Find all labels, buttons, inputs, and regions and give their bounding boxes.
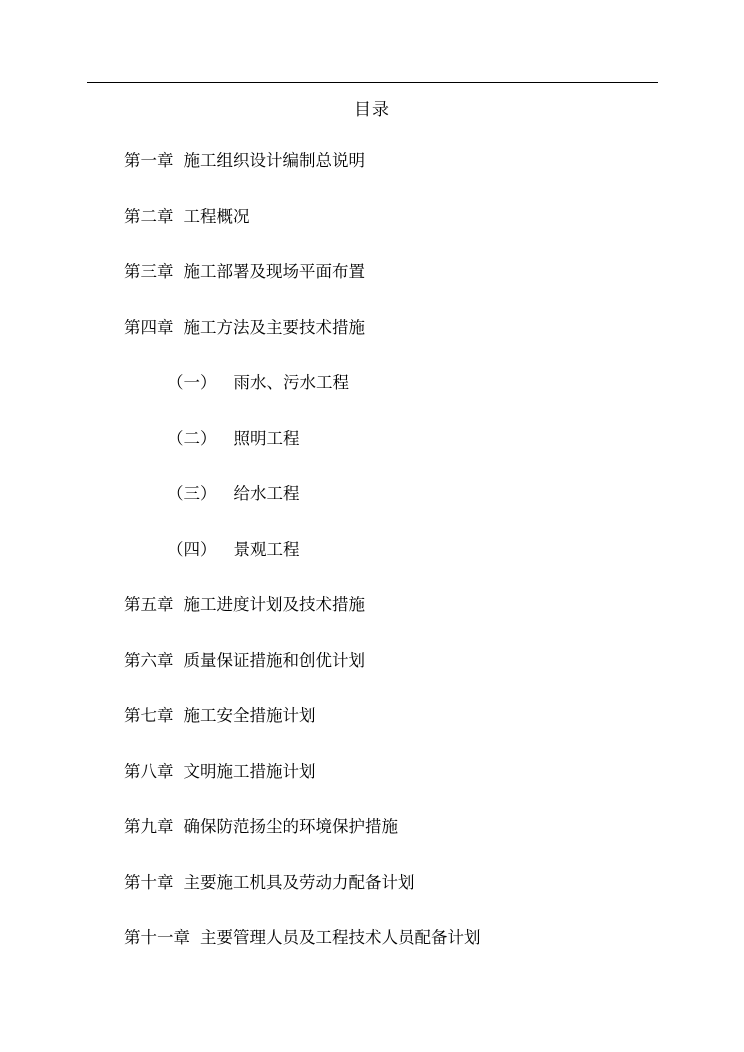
toc-entry-chapter-1[interactable] (124, 148, 365, 174)
toc-entry-number: 第九章 (124, 817, 174, 836)
toc-entry-title: 施工安全措施计划 (183, 706, 316, 725)
toc-entry-title: 照明工程 (233, 429, 300, 448)
toc-entry-chapter-10[interactable] (124, 870, 415, 896)
toc-entry-number: 第十章 (124, 873, 174, 892)
toc-entry-number: 第一章 (124, 151, 174, 170)
toc-entry-title: 雨水、污水工程 (233, 373, 349, 392)
toc-entry-number: 第五章 (124, 595, 174, 614)
toc-entry-number: （二） (167, 429, 217, 448)
toc-entry-number: 第十一章 (124, 928, 190, 947)
header-rule (87, 82, 658, 83)
toc-entry-section-4-1[interactable] (167, 370, 349, 396)
toc-entry-section-4-2[interactable] (167, 426, 300, 452)
toc-entry-chapter-11[interactable] (124, 925, 481, 951)
toc-entry-title: 工程概况 (183, 207, 250, 226)
toc-entry-number: 第三章 (124, 262, 174, 281)
toc-entry-title: 质量保证措施和创优计划 (183, 651, 365, 670)
toc-entry-title: 施工进度计划及技术措施 (183, 595, 365, 614)
toc-entry-title: 确保防范扬尘的环境保护措施 (183, 817, 398, 836)
toc-entry-chapter-3[interactable] (124, 259, 365, 285)
toc-entry-chapter-5[interactable] (124, 592, 365, 618)
toc-entry-number: （三） (167, 484, 217, 503)
toc-entry-chapter-4[interactable] (124, 315, 365, 341)
page-title: 目录 (354, 100, 390, 120)
toc-entry-chapter-2[interactable] (124, 204, 250, 230)
toc-entry-number: （四） (167, 540, 217, 559)
toc-entry-section-4-4[interactable] (167, 537, 300, 563)
toc-entry-section-4-3[interactable] (167, 481, 300, 507)
toc-entry-title: 主要管理人员及工程技术人员配备计划 (200, 928, 481, 947)
toc-entry-number: 第八章 (124, 762, 174, 781)
toc-entry-number: 第二章 (124, 207, 174, 226)
toc-entry-chapter-7[interactable] (124, 703, 316, 729)
toc-entry-number: 第六章 (124, 651, 174, 670)
toc-entry-title: 施工部署及现场平面布置 (183, 262, 365, 281)
toc-entry-chapter-9[interactable] (124, 814, 398, 840)
toc-entry-chapter-6[interactable] (124, 648, 365, 674)
toc-entry-title: 文明施工措施计划 (183, 762, 316, 781)
toc-entry-title: 给水工程 (233, 484, 300, 503)
toc-entry-chapter-8[interactable] (124, 759, 316, 785)
toc-entry-number: （一） (167, 373, 217, 392)
toc-entry-title: 施工方法及主要技术措施 (183, 318, 365, 337)
toc-entry-title: 景观工程 (233, 540, 300, 559)
toc-entry-title: 主要施工机具及劳动力配备计划 (183, 873, 415, 892)
toc-entry-number: 第四章 (124, 318, 174, 337)
toc-entry-number: 第七章 (124, 706, 174, 725)
toc-entry-title: 施工组织设计编制总说明 (183, 151, 365, 170)
